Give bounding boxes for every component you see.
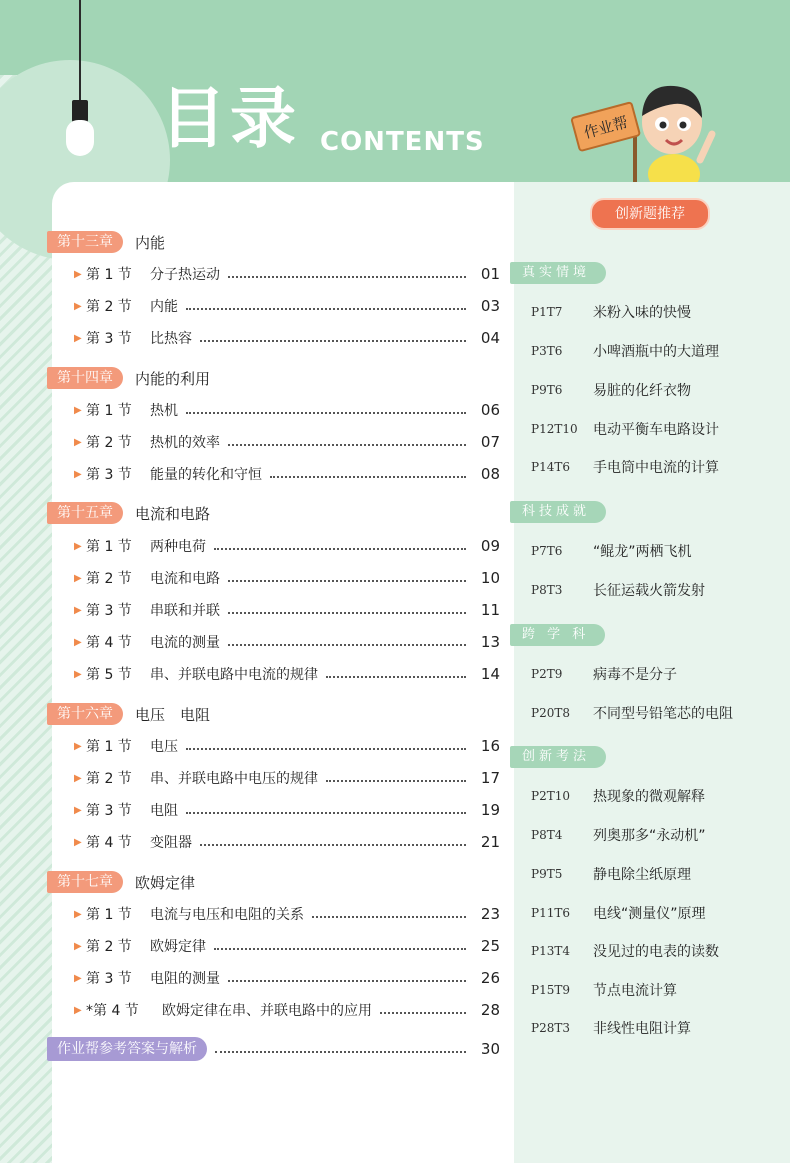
dot-leader (186, 308, 466, 310)
recommend-item[interactable] (531, 940, 719, 962)
section-title: 串、并联电路中电压的规律 (150, 771, 318, 787)
item-text: 列奥那多“永动机” (593, 828, 706, 844)
item-code: P2T10 (531, 789, 570, 803)
section-title: 串、并联电路中电流的规律 (150, 667, 318, 683)
item-code: P11T6 (531, 906, 570, 920)
section-title: 欧姆定律 (150, 939, 206, 955)
chapter-title: 电压 电阻 (135, 705, 211, 724)
toc-entry[interactable] (74, 831, 500, 853)
chapter-15[interactable] (47, 502, 210, 524)
dot-leader (312, 916, 466, 918)
section-number: 第 1 节 (86, 907, 132, 923)
bullet-icon: ▶ (74, 436, 82, 448)
item-code: P15T9 (531, 983, 570, 997)
toc-entry[interactable] (74, 535, 500, 557)
dot-leader (200, 844, 466, 846)
bullet-icon: ▶ (74, 772, 82, 784)
chapter-title: 电流和电路 (135, 504, 211, 523)
section-number: 第 1 节 (86, 739, 132, 755)
page-number: 17 (480, 769, 500, 787)
section-title: 能量的转化和守恒 (150, 467, 262, 483)
section-title: 电阻的测量 (150, 971, 220, 987)
bullet-icon: ▶ (74, 268, 82, 280)
section-title: 电流与电压和电阻的关系 (150, 907, 304, 923)
item-text: 病毒不是分子 (593, 667, 677, 683)
recommend-item[interactable] (531, 1017, 691, 1039)
item-code: P1T7 (531, 305, 563, 319)
bullet-icon: ▶ (74, 804, 82, 816)
dot-leader (326, 780, 466, 782)
page-number: 25 (480, 937, 500, 955)
page-number: 09 (480, 537, 500, 555)
lamp-cap (72, 100, 88, 122)
recommend-item[interactable] (531, 663, 677, 685)
page-number: 11 (480, 601, 500, 619)
item-text: 非线性电阻计算 (593, 1021, 691, 1037)
page-title: 目录 (160, 80, 300, 157)
chapter-14[interactable] (47, 367, 210, 389)
chapter-tag: 第十五章 (47, 502, 123, 524)
toc-entry[interactable] (74, 327, 500, 349)
dot-leader (228, 612, 466, 614)
page-number: 19 (480, 801, 500, 819)
recommend-item[interactable] (531, 979, 677, 1001)
dot-leader (186, 812, 466, 814)
item-text: 易脏的化纤衣物 (593, 383, 691, 399)
dot-leader (228, 580, 466, 582)
page-number: 01 (480, 265, 500, 283)
page-number: 30 (480, 1040, 500, 1058)
light-bulb-icon (66, 120, 94, 156)
item-text: 热现象的微观解释 (593, 789, 705, 805)
section-number: 第 5 节 (86, 667, 132, 683)
item-code: P12T10 (531, 422, 578, 436)
group-tag-real-context: 真实情境 (510, 262, 606, 284)
recommend-item[interactable] (531, 824, 706, 846)
dot-leader (214, 948, 466, 950)
recommend-item[interactable] (531, 863, 691, 885)
chapter-tag: 第十七章 (47, 871, 123, 893)
item-text: 没见过的电表的读数 (593, 944, 719, 960)
recommend-item[interactable] (531, 301, 691, 323)
item-text: 小啤酒瓶中的大道理 (593, 344, 719, 360)
section-title: 电流的测量 (150, 635, 220, 651)
toc-entry[interactable] (74, 735, 500, 757)
dot-leader (215, 1051, 466, 1053)
section-number: 第 2 节 (86, 435, 132, 451)
chapter-title: 内能 (135, 233, 166, 252)
bullet-icon: ▶ (74, 972, 82, 984)
dot-leader (200, 340, 466, 342)
dot-leader (186, 748, 466, 750)
page-number: 03 (480, 297, 500, 315)
toc-entry[interactable] (74, 567, 500, 589)
page-number: 07 (480, 433, 500, 451)
toc-entry[interactable] (74, 663, 500, 685)
section-number: 第 2 节 (86, 571, 132, 587)
section-title: 变阻器 (150, 835, 192, 851)
bullet-icon: ▶ (74, 468, 82, 480)
section-number: 第 3 节 (86, 803, 132, 819)
page-number: 21 (480, 833, 500, 851)
bullet-icon: ▶ (74, 1004, 82, 1016)
toc-entry[interactable] (74, 399, 500, 421)
chapter-title: 内能的利用 (135, 369, 211, 388)
dot-leader (380, 1012, 466, 1014)
section-title: 欧姆定律在串、并联电路中的应用 (162, 1003, 372, 1019)
item-text: 不同型号铅笔芯的电阻 (593, 706, 733, 722)
dot-leader (228, 980, 466, 982)
item-code: P8T4 (531, 828, 563, 842)
section-number: 第 3 节 (86, 331, 132, 347)
toc-entry[interactable] (74, 903, 500, 925)
chapter-16[interactable] (47, 703, 210, 725)
group-tag-tech-achievement: 科技成就 (510, 501, 606, 523)
toc-entry[interactable] (74, 799, 500, 821)
item-code: P2T9 (531, 667, 563, 681)
lamp-wire (79, 0, 81, 100)
section-title: 两种电荷 (150, 539, 206, 555)
section-title: 电流和电路 (150, 571, 220, 587)
item-code: P3T6 (531, 344, 563, 358)
item-text: 静电除尘纸原理 (593, 867, 691, 883)
item-code: P13T4 (531, 944, 570, 958)
page-number: 26 (480, 969, 500, 987)
item-text: “鲲龙”两栖飞机 (593, 544, 692, 560)
page-number: 13 (480, 633, 500, 651)
dot-leader (228, 276, 466, 278)
section-title: 电阻 (150, 803, 178, 819)
bullet-icon: ▶ (74, 668, 82, 680)
page-number: 23 (480, 905, 500, 923)
answers-entry[interactable] (47, 1037, 500, 1061)
section-title: 热机的效率 (150, 435, 220, 451)
toc-entry[interactable] (74, 295, 500, 317)
section-number: 第 4 节 (86, 835, 132, 851)
recommend-item[interactable] (531, 785, 705, 807)
chapter-tag: 第十四章 (47, 367, 123, 389)
bullet-icon: ▶ (74, 332, 82, 344)
toc-entry[interactable] (74, 999, 500, 1021)
section-title: 内能 (150, 299, 178, 315)
mascot-sign-text: 作业帮 (581, 113, 630, 143)
page-number: 16 (480, 737, 500, 755)
toc-entry[interactable] (74, 263, 500, 285)
item-text: 节点电流计算 (593, 983, 677, 999)
recommend-item[interactable] (531, 379, 691, 401)
item-code: P28T3 (531, 1021, 570, 1035)
item-text: 电线“测量仪”原理 (593, 906, 706, 922)
item-code: P8T3 (531, 583, 563, 597)
bullet-icon: ▶ (74, 740, 82, 752)
page-subtitle: CONTENTS (320, 127, 485, 157)
bullet-icon: ▶ (74, 540, 82, 552)
toc-entry[interactable] (74, 431, 500, 453)
toc-entry[interactable] (74, 599, 500, 621)
recommend-item[interactable] (531, 540, 692, 562)
item-text: 手电筒中电流的计算 (593, 460, 719, 476)
item-text: 长征运载火箭发射 (593, 583, 705, 599)
toc-entry[interactable] (74, 935, 500, 957)
section-number: 第 3 节 (86, 467, 132, 483)
section-number: 第 1 节 (86, 539, 132, 555)
dot-leader (228, 444, 466, 446)
dot-leader (270, 476, 466, 478)
dot-leader (228, 644, 466, 646)
chapter-tag: 第十六章 (47, 703, 123, 725)
toc-entry[interactable] (74, 631, 500, 653)
recommend-item[interactable] (531, 902, 706, 924)
item-text: 电动平衡车电路设计 (593, 422, 719, 438)
recommend-item[interactable] (531, 702, 733, 724)
item-code: P9T5 (531, 867, 563, 881)
chapter-tag: 第十三章 (47, 231, 123, 253)
recommend-item[interactable] (531, 340, 719, 362)
toc-entry[interactable] (74, 967, 500, 989)
bullet-icon: ▶ (74, 572, 82, 584)
chapter-17[interactable] (47, 871, 195, 893)
bullet-icon: ▶ (74, 908, 82, 920)
page-number: 08 (480, 465, 500, 483)
section-title: 分子热运动 (150, 267, 220, 283)
section-number: *第 4 节 (86, 1003, 139, 1019)
section-title: 电压 (150, 739, 178, 755)
chapter-13[interactable] (47, 231, 165, 253)
chapter-title: 欧姆定律 (135, 873, 196, 892)
section-number: 第 3 节 (86, 603, 132, 619)
section-number: 第 2 节 (86, 939, 132, 955)
group-tag-innovative-test: 创新考法 (510, 746, 606, 768)
bullet-icon: ▶ (74, 604, 82, 616)
dot-leader (326, 676, 466, 678)
section-number: 第 1 节 (86, 267, 132, 283)
recommend-item[interactable] (531, 456, 719, 478)
mascot-illustration (570, 62, 720, 192)
dot-leader (186, 412, 466, 414)
toc-entry[interactable] (74, 463, 500, 485)
section-number: 第 2 节 (86, 299, 132, 315)
bullet-icon: ▶ (74, 636, 82, 648)
page-number: 28 (480, 1001, 500, 1019)
bullet-icon: ▶ (74, 404, 82, 416)
section-number: 第 2 节 (86, 771, 132, 787)
recommend-item[interactable] (531, 418, 719, 440)
bullet-icon: ▶ (74, 940, 82, 952)
page-number: 14 (480, 665, 500, 683)
group-tag-cross-discipline: 跨 学 科 (510, 624, 605, 646)
section-number: 第 4 节 (86, 635, 132, 651)
recommend-item[interactable] (531, 579, 705, 601)
bullet-icon: ▶ (74, 300, 82, 312)
dot-leader (214, 548, 466, 550)
toc-entry[interactable] (74, 767, 500, 789)
section-title: 比热容 (150, 331, 192, 347)
section-number: 第 1 节 (86, 403, 132, 419)
item-code: P14T6 (531, 460, 570, 474)
answers-tag: 作业帮参考答案与解析 (47, 1037, 207, 1061)
page-number: 10 (480, 569, 500, 587)
item-code: P20T8 (531, 706, 570, 720)
page-number: 06 (480, 401, 500, 419)
recommend-badge: 创新题推荐 (590, 198, 710, 230)
item-text: 米粉入味的快慢 (593, 305, 691, 321)
item-code: P7T6 (531, 544, 563, 558)
bullet-icon: ▶ (74, 836, 82, 848)
page-number: 04 (480, 329, 500, 347)
section-title: 热机 (150, 403, 178, 419)
section-title: 串联和并联 (150, 603, 220, 619)
item-code: P9T6 (531, 383, 563, 397)
section-number: 第 3 节 (86, 971, 132, 987)
